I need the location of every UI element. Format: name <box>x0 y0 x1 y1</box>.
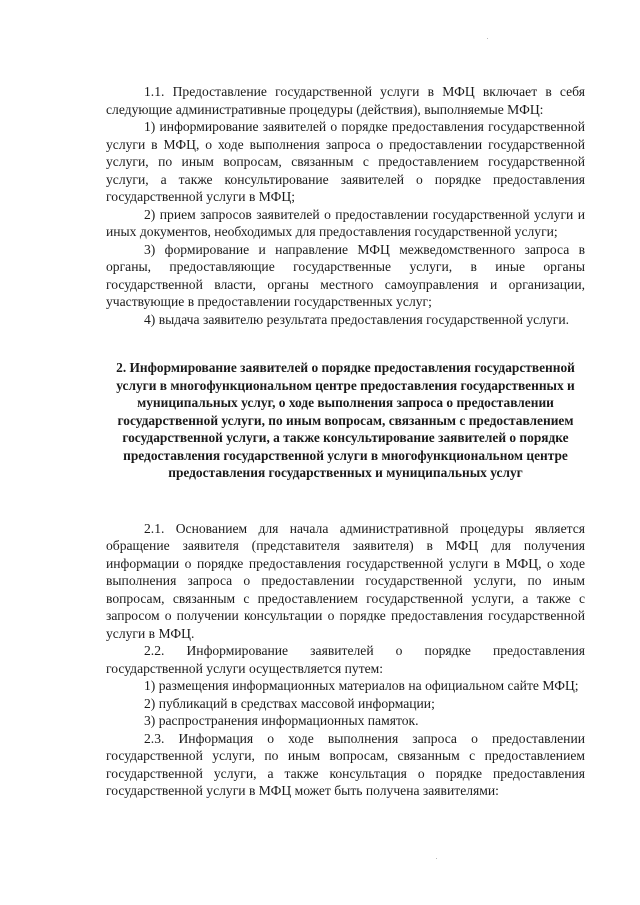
list-item-3: 3) формирование и направление МФЦ межведомственного запроса в органы, предоставляющие государственные услуги, в иные органы государственной власти, органы местного самоуправления и организации, участвующие в предоставлении государственных услуг; <box>106 241 585 309</box>
paragraph-1-1: 1.1. Предоставление государственной услуги в МФЦ включает в себя следующие административные процедуры (действия), выполняемые МФЦ: <box>106 84 585 117</box>
scan-speck <box>487 38 488 39</box>
section-1-body <box>106 83 585 328</box>
section-2-heading: 2. Информирование заявителей о порядке предоставления государственной услуги в многофункциональном центре предоставления государственных и муниципальных услуг, о ходе выполнения запроса о предоставлении государственной услуги, по иным вопросам, связанным с предоставлением государственной услуги, а также консультирование заявителей о порядке предоставления государственной услуги в многофункциональном центре предоставления государственных и муниципальных услуг <box>116 360 575 480</box>
paragraph-2-2: 2.2. Информирование заявителей о порядке предоставления государственной услуги осуществляется путем: <box>106 643 585 676</box>
section-2-body <box>106 520 585 800</box>
list-item-2-2-3: 3) распространения информационных памяток. <box>144 713 419 728</box>
document-page <box>106 83 585 800</box>
list-item-4: 4) выдача заявителю результата предоставления государственной услуги. <box>144 311 570 327</box>
list-item-1: 1) информирование заявителей о порядке предоставления государственной услуги в МФЦ, о ходе выполнения запроса о предоставлении государственной услуги, по иным вопросам, связанным с предоставлением государственной услуги, а также консультирование заявителей о порядке предоставления государственной услуги в МФЦ; <box>106 119 585 204</box>
paragraph-2-3: 2.3. Информация о ходе выполнения запроса о предоставлении государственной услуги, по иным вопросам, связанным с предоставлением государственной услуги, а также консультация о порядке предоставления государственной услуги в МФЦ может быть получена заявителями: <box>106 730 585 798</box>
list-item-2-2-2: 2) публикаций в средствах массовой информации; <box>144 695 435 711</box>
list-item-2-2-1: 1) размещения информационных материалов на официальном сайте МФЦ; <box>144 678 579 693</box>
list-item-2: 2) прием запросов заявителей о предоставлении государственной услуги и иных документов, необходимых для предоставления государственной услуги; <box>106 206 585 239</box>
scan-speck <box>436 858 437 859</box>
paragraph-2-1: 2.1. Основанием для начала административной процедуры является обращение заявителя (представителя заявителя) в МФЦ для получения информации о порядке предоставления государственной услуги в МФЦ, о ходе выполнения запроса о предоставлении государственной услуги, по иным вопросам, связанным с предоставлением государственной услуги, а также с запросом о получении консультации о порядке предоставления государственной услуги в МФЦ. <box>106 520 585 641</box>
